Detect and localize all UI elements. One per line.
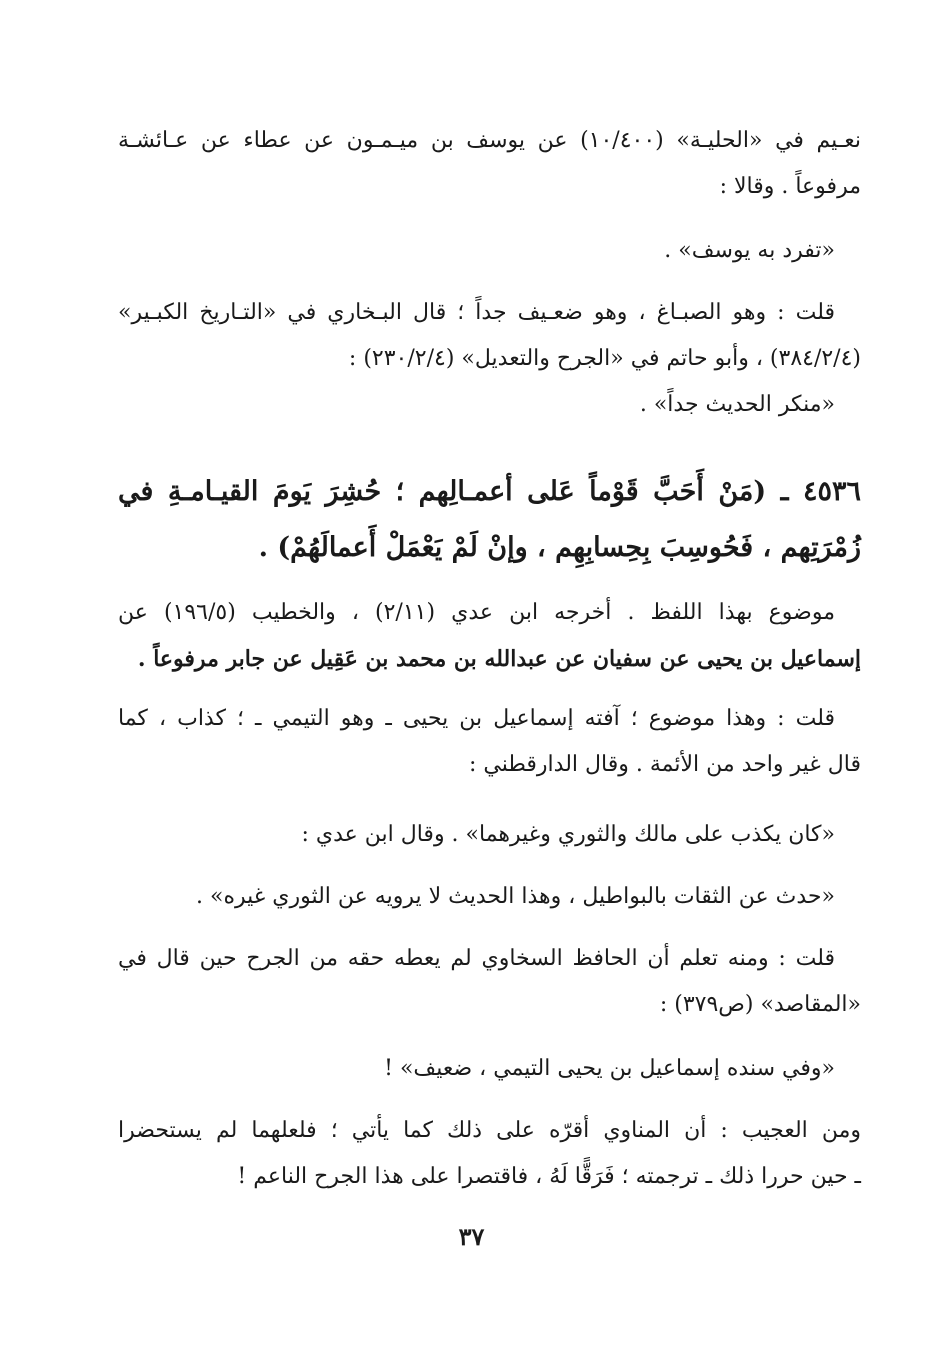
hadith-heading <box>118 464 861 576</box>
text-line: «وفي سنده إسماعيل بن يحيى التيمي ، ضعيف» ! <box>384 1056 835 1081</box>
text-line: قلت : وهذا موضوع ؛ آفته إسماعيل بن يحيى ـ وهو التيمي ـ ؛ كذاب ، كما <box>118 706 835 731</box>
text-line: ومن العجيب : أن المناوي أقرّه على ذلك كما يأتي ؛ فلعلهما لم يستحضرا <box>118 1118 861 1143</box>
commentary-paragraph-continued <box>118 742 861 788</box>
text-line: ـ حين حررا ذلك ـ ترجمته ؛ فَرَقًّا لَهُ ، فاقتصرا على هذا الجرح الناعم ! <box>237 1164 861 1189</box>
text-line: (٣٨٤/٢/٤) ، وأبو حاتم في «الجرح والتعديل» (٢٣٠/٢/٤) : <box>348 346 861 371</box>
text-line: نعـيم في «الحليـة» (١٠/٤٠٠) عن يوسف بن ميـمـون عن عطاء عن عـائشـة <box>118 128 861 153</box>
quote-paragraph <box>118 1046 861 1092</box>
text-line: «كان يكذب على مالك والثوري وغيرهما» . وقال ابن عدي : <box>301 822 835 847</box>
text-line: مرفوعاً . وقالا : <box>719 174 861 199</box>
quote-paragraph <box>118 382 861 428</box>
quote-paragraph <box>118 228 861 274</box>
text-line: «حدث عن الثقات بالبواطيل ، وهذا الحديث لا يرويه عن الثوري غيره» . <box>196 884 835 909</box>
commentary-paragraph <box>118 290 861 336</box>
hadith-line: ٤٥٣٦ ـ (مَنْ أَحَبَّ قَوْماً عَلى أعمـالِهم ؛ حُشِرَ يَومَ القيـامـةِ في <box>118 476 861 507</box>
paragraph-continuation <box>118 118 861 210</box>
page-number: ٣٧ <box>458 1222 485 1251</box>
text-line: قال غير واحد من الأئمة . وقال الدارقطني : <box>468 752 861 777</box>
commentary-paragraph <box>118 696 861 742</box>
text-line: «المقاصد» (ص٣٧٩) : <box>659 992 861 1017</box>
commentary-paragraph-continued <box>118 982 861 1028</box>
takhrij-paragraph-continued <box>118 636 861 682</box>
quote-paragraph <box>118 812 861 858</box>
hadith-line: زُمْرَتِهم ، فَحُوسِبَ بِحِسابِهِم ، وإنْ لَمْ يَعْمَلْ أَعمالَهُمْ) . <box>258 532 861 563</box>
takhrij-paragraph <box>118 590 861 636</box>
text-line: قلت : وهو الصبـاغ ، وهو ضعـيف جداً ؛ قال البـخاري في «التـاريخ الكبـير» <box>118 300 835 325</box>
text-line: قلت : ومنه تعلم أن الحافظ السخاوي لم يعطه حقه من الجرح حين قال في <box>118 946 835 971</box>
quote-paragraph <box>118 874 861 920</box>
text-line: موضوع بهذا اللفظ . أخرجه ابن عدي (٢/١١) ، والخطيب (١٩٦/٥) عن <box>118 600 835 625</box>
commentary-paragraph <box>118 936 861 982</box>
commentary-paragraph-continued <box>118 336 861 382</box>
text-line: «تفرد به يوسف» . <box>664 238 835 263</box>
text-line: إسماعيل بن يحيى عن سفيان عن عبدالله بن محمد بن عَقِيل عن جابر مرفوعاً . <box>137 646 861 672</box>
commentary-paragraph <box>118 1108 861 1200</box>
text-line: «منكر الحديث جداً» . <box>639 392 835 417</box>
